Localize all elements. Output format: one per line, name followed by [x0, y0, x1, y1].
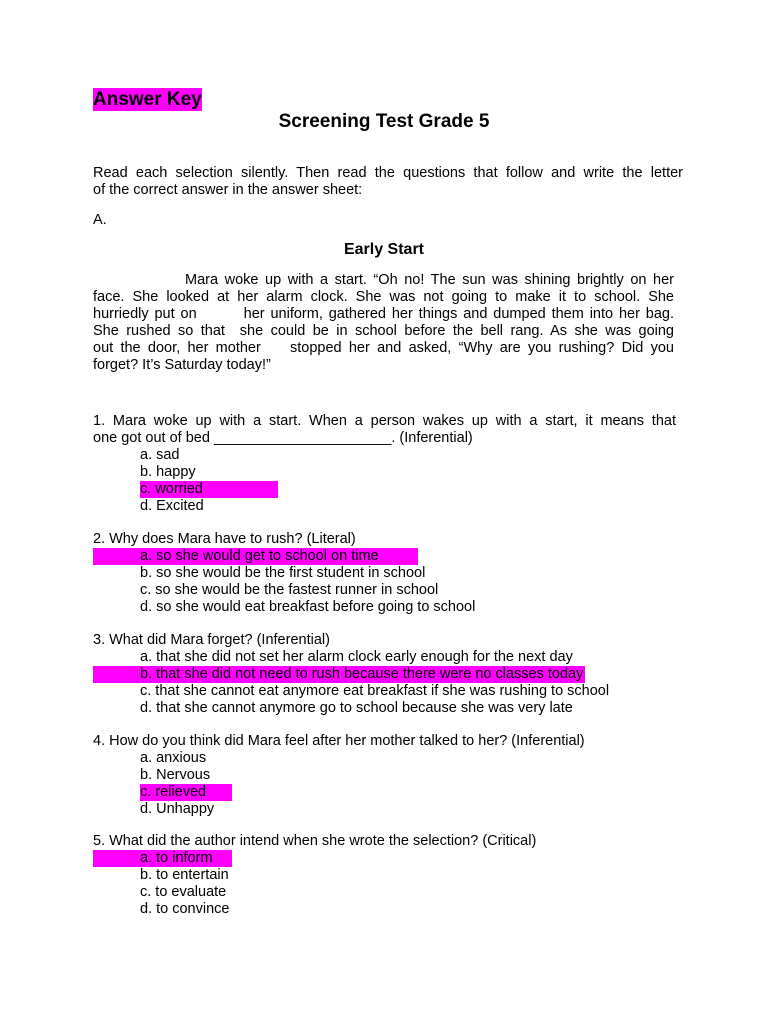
option-text: b. happy [140, 464, 196, 480]
correct-answer-highlight: a. to inform [93, 850, 232, 867]
option-text: c. so she would be the fastest runner in school [140, 582, 439, 598]
instructions [93, 165, 683, 199]
option-text: d. Unhappy [140, 801, 215, 817]
option-text: c. to evaluate [140, 884, 227, 900]
question-3 [93, 632, 676, 717]
option-text: d. Excited [140, 498, 204, 514]
option-b [93, 767, 676, 784]
passage-line: face. She looked at her alarm clock. She was not going to make it to school. She [93, 289, 674, 305]
option-text: a. sad [140, 447, 180, 463]
question-2 [93, 531, 676, 616]
passage-line: forget? It’s Saturday today!” [93, 357, 271, 373]
passage-line: Mara woke up with a start. “Oh no! The sun was shining brightly on her [185, 272, 674, 288]
question-5 [93, 833, 676, 918]
correct-answer-highlight: c. worried [140, 481, 278, 498]
option-a [93, 649, 676, 666]
option-b [93, 666, 676, 683]
option-c [93, 784, 676, 801]
instructions-line-2: of the correct answer in the answer sheet: [93, 182, 363, 198]
passage [93, 272, 674, 374]
question-stem: 3. What did Mara forget? (Inferential) [93, 632, 330, 648]
option-d [93, 700, 676, 717]
page-title: Screening Test Grade 5 [278, 111, 490, 132]
question-1 [93, 413, 676, 515]
correct-answer-highlight: b. that she did not need to rush because there were no classes today [93, 666, 585, 683]
option-d [93, 498, 676, 515]
passage-line: She rushed so that she could be in school before the bell rang. As she was going [93, 323, 674, 339]
option-a [93, 750, 676, 767]
option-a [93, 447, 676, 464]
option-b [93, 464, 676, 481]
option-text: d. so she would eat breakfast before going to school [140, 599, 476, 615]
option-text: b. Nervous [140, 767, 211, 783]
story-title: Early Start [343, 241, 425, 258]
option-text: b. so she would be the first student in school [140, 565, 426, 581]
instructions-line-1: Read each selection silently. Then read the questions that follow and write the letter [93, 165, 683, 181]
question-stem: 2. Why does Mara have to rush? (Literal) [93, 531, 356, 547]
correct-answer-highlight: a. so she would get to school on time [93, 548, 418, 565]
option-d [93, 599, 676, 616]
option-d [93, 901, 676, 918]
question-stem: 5. What did the author intend when she wrote the selection? (Critical) [93, 833, 537, 849]
option-text: a. that she did not set her alarm clock early enough for the next day [140, 649, 573, 665]
option-c [93, 683, 676, 700]
option-text: a. anxious [140, 750, 207, 766]
option-a [93, 850, 676, 867]
option-a [93, 548, 676, 565]
passage-line: out the door, her mother stopped her and asked, “Why are you rushing? Did you [93, 340, 674, 356]
question-stem: 4. How do you think did Mara feel after her mother talked to her? (Inferential) [93, 733, 585, 749]
question-stem: one got out of bed ______________________. (Inferential) [93, 430, 473, 446]
answer-key-label: Answer Key [93, 89, 202, 110]
question-4 [93, 733, 676, 818]
option-d [93, 801, 676, 818]
option-c [93, 582, 676, 599]
option-text: d. that she cannot anymore go to school because she was very late [140, 700, 573, 716]
option-b [93, 867, 676, 884]
option-c [93, 481, 676, 498]
question-stem: 1. Mara woke up with a start. When a person wakes up with a start, it means that [93, 413, 676, 429]
option-b [93, 565, 676, 582]
option-text: d. to convince [140, 901, 230, 917]
option-text: c. that she cannot eat anymore eat breakfast if she was rushing to school [140, 683, 610, 699]
option-text: b. to entertain [140, 867, 229, 883]
section-letter: A. [93, 212, 107, 228]
correct-answer-highlight: c. relieved [140, 784, 232, 801]
option-c [93, 884, 676, 901]
passage-line: hurriedly put on her uniform, gathered her things and dumped them into her bag. [93, 306, 674, 322]
